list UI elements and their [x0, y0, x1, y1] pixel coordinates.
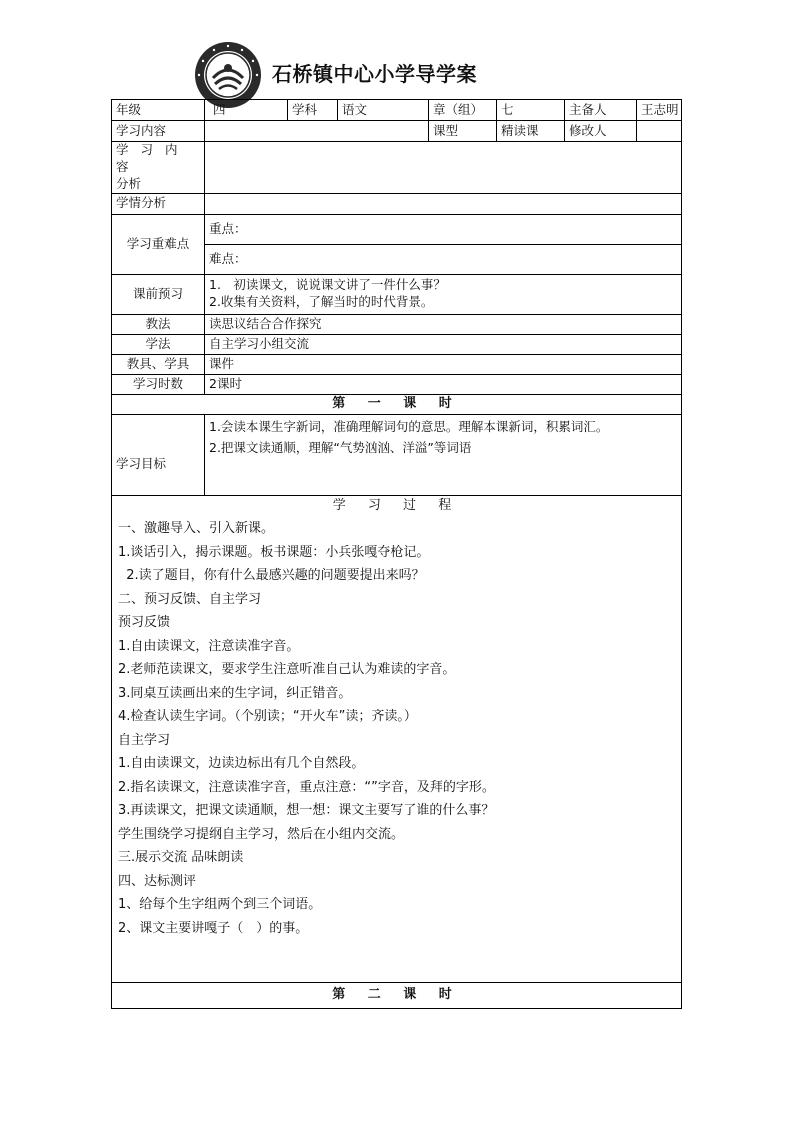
- chapter-value: 七: [497, 100, 565, 121]
- hours-label: 学习时数: [112, 374, 205, 394]
- lesson-type-label: 课型: [429, 121, 497, 142]
- lesson-type-value: 精读课: [497, 121, 565, 142]
- process-line: 1、给每个生字组两个到三个词语。: [118, 897, 322, 913]
- key-point: 重点：: [205, 214, 682, 244]
- process-line: 4.检查认读生字词。（个别读；“开火车”读；齐读。）: [118, 709, 417, 725]
- key-label: 学习重难点: [112, 214, 205, 274]
- process-line: 2.老师范读课文，要求学生注意听准自己认为难读的字音。: [118, 662, 456, 678]
- process-line: 一、激趣导入、引入新课。: [118, 521, 275, 537]
- process-body-row: [112, 515, 682, 982]
- preview-items: [205, 274, 682, 314]
- school-title: 石桥镇中心小学导学案: [272, 62, 477, 86]
- process-line: 3.同桌互读画出来的生字词，纠正错音。: [118, 685, 352, 701]
- teaching-method-row: [112, 314, 682, 334]
- process-line: 1.自由读课文，注意读准字音。: [118, 638, 300, 654]
- process-line: 学生围绕学习提纲自主学习，然后在小组内交流。: [118, 826, 405, 842]
- grade-value: 四: [205, 100, 288, 121]
- lead-value: 王志明: [637, 100, 682, 121]
- hours-value: 2课时: [205, 374, 682, 394]
- preview-label: 课前预习: [112, 274, 205, 314]
- content-value: [205, 121, 429, 142]
- lesson-plan-table: [111, 99, 682, 1009]
- info-row-2: [112, 121, 682, 142]
- preview-item-1: 1. 初读课文，说说课文讲了一件什么事？: [209, 277, 446, 293]
- process-line: 3.再读课文，把课文读通顺，想一想：课文主要写了谁的什么事？: [118, 803, 495, 819]
- process-line: 2、课文主要讲嘎子（ ）的事。: [118, 920, 309, 936]
- teaching-label: 教法: [112, 314, 205, 334]
- process-body: [112, 515, 682, 982]
- chapter-label: 章（组）: [429, 100, 497, 121]
- process-line: 四、达标测评: [118, 873, 197, 889]
- process-line: 1.谈话引入，揭示课题。板书课题：小兵张嘎夺枪记。: [118, 544, 430, 560]
- info-row-1: [112, 100, 682, 121]
- content-analysis-label-line2: 分析: [116, 175, 142, 191]
- goal-item-2: 2.把课文读通顺，理解“气势汹汹、洋溢”等词语: [209, 439, 472, 455]
- goal-item-1: 1.会读本课生字新词，准确理解词句的意思。理解本课新词，积累词汇。: [209, 418, 609, 434]
- grade-label: 年级: [112, 100, 205, 121]
- content-analysis-label: [112, 142, 205, 194]
- process-line: 二、预习反馈、自主学习: [118, 591, 262, 607]
- preview-item-2: 2.收集有关资料，了解当时的时代背景。: [209, 294, 434, 310]
- lead-label: 主备人: [565, 100, 637, 121]
- learning-label: 学法: [112, 334, 205, 354]
- difficult-point: 难点：: [205, 244, 682, 274]
- content-label: 学习内容: [112, 121, 205, 142]
- subject-label: 学科: [288, 100, 338, 121]
- process-line: 预习反馈: [118, 615, 171, 631]
- content-analysis-label-line1: 学 习 内 容: [116, 142, 182, 174]
- subject-value: 语文: [338, 100, 429, 121]
- lesson1-heading-row: [112, 394, 682, 414]
- process-line: 三.展示交流 品味朗读: [118, 850, 244, 866]
- goals-row: [112, 414, 682, 495]
- tools-value: 课件: [205, 354, 682, 374]
- lesson2-heading-row: [112, 982, 682, 1008]
- process-line: 2.指名读课文，注意读准字音，重点注意：“”字音，及拜的字形。: [118, 779, 495, 795]
- editor-label: 修改人: [565, 121, 637, 142]
- goal-label: 学习目标: [112, 414, 205, 495]
- preview-row: [112, 274, 682, 314]
- tools-row: [112, 354, 682, 374]
- learning-method-row: [112, 334, 682, 354]
- process-heading-row: [112, 495, 682, 515]
- process-line: 1.自由读课文，边读边标出有几个自然段。: [118, 756, 365, 772]
- tools-label: 教具、学具: [112, 354, 205, 374]
- hours-row: [112, 374, 682, 394]
- process-line: 2.读了题目，你有什么最感兴趣的问题要提出来吗？: [118, 568, 425, 584]
- content-analysis-row: [112, 142, 682, 194]
- lesson1-heading: 第 一 课 时: [112, 394, 682, 414]
- content-analysis-value: [205, 142, 682, 194]
- learner-analysis-label: 学情分析: [112, 193, 205, 214]
- key-point-row: [112, 214, 682, 244]
- process-line: 自主学习: [118, 732, 171, 748]
- learning-value: 自主学习小组交流: [205, 334, 682, 354]
- learner-analysis-value: [205, 193, 682, 214]
- process-heading: 学 习 过 程: [112, 495, 682, 515]
- lesson2-heading: 第 二 课 时: [112, 982, 682, 1008]
- goals-cell: [205, 414, 682, 495]
- learner-analysis-row: [112, 193, 682, 214]
- teaching-value: 读思议结合合作探究: [205, 314, 682, 334]
- editor-value: [637, 121, 682, 142]
